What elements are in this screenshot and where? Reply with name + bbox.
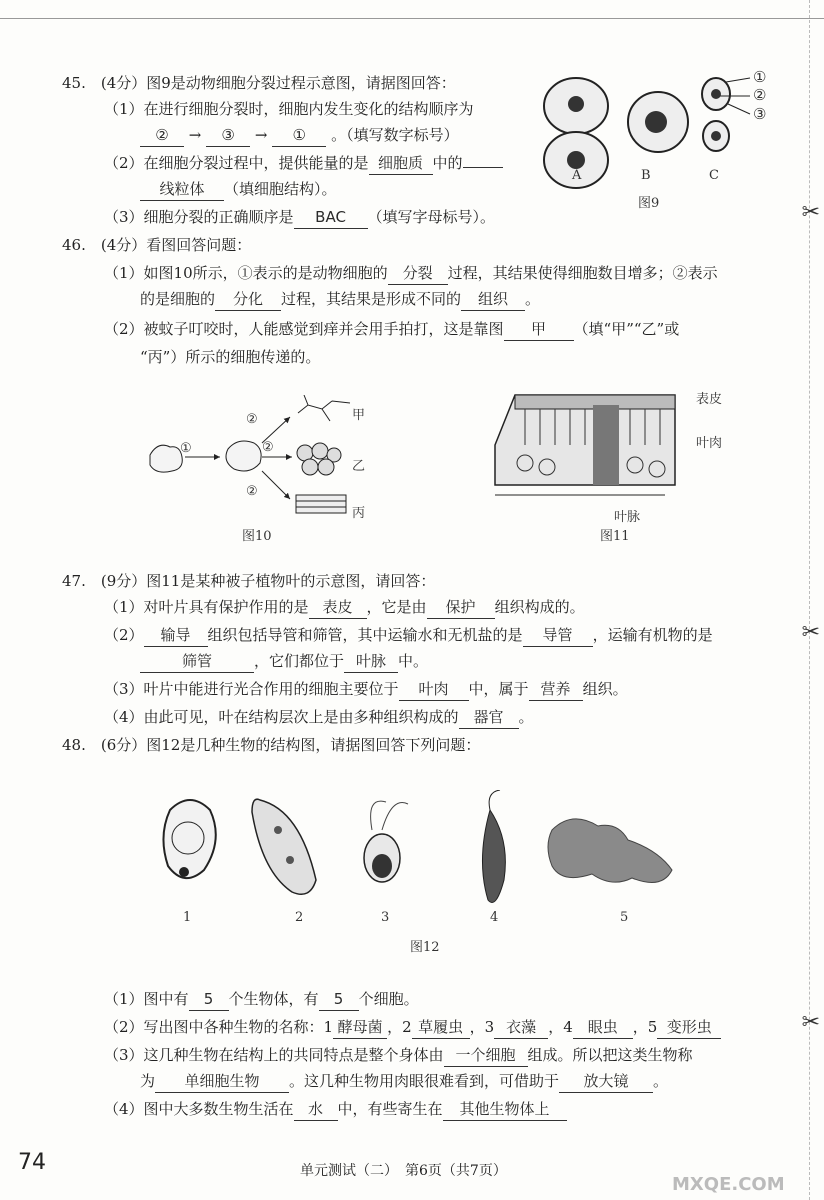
- label-org-3: 3: [381, 910, 390, 925]
- text: （2）在细胞分裂过程中，提供能量的是: [104, 154, 369, 172]
- text: （填细胞结构）。: [224, 180, 337, 198]
- top-rule: [0, 18, 824, 19]
- label-yi: 乙: [352, 459, 366, 474]
- answer-blank[interactable]: 营养: [529, 678, 583, 701]
- q45-p1: （1）在进行细胞分裂时，细胞内发生变化的结构顺序为: [104, 100, 474, 118]
- q45-p2b: [140, 178, 337, 201]
- q48-p3b: [140, 1070, 668, 1093]
- answer-blank[interactable]: 放大镜: [559, 1070, 653, 1093]
- figure-12: [150, 790, 690, 910]
- label-a: A: [572, 168, 582, 183]
- q48-p3: [104, 1044, 693, 1067]
- text: （2）被蚊子叮咬时，人能感觉到痒并会用手拍打，这是靠图: [104, 320, 504, 338]
- text: 。: [653, 1072, 669, 1090]
- text: （2）: [104, 626, 144, 644]
- label-3: ③: [753, 105, 767, 123]
- answer-blank[interactable]: 组织: [461, 288, 525, 311]
- text: （4）图中大多数生物生活在: [104, 1100, 294, 1118]
- label-yemai: 叶脉: [614, 510, 641, 525]
- text: （填“甲”“乙”或: [573, 320, 680, 338]
- text: （3）叶片中能进行光合作用的细胞主要位于: [104, 680, 399, 698]
- label-2: ②: [753, 86, 767, 104]
- text: （3）细胞分裂的正确顺序是: [104, 208, 294, 226]
- answer-blank[interactable]: 眼虫: [573, 1016, 633, 1039]
- figure-9-caption: 图9: [638, 196, 660, 211]
- answer-blank[interactable]: [463, 167, 503, 168]
- label-org-1: 1: [183, 910, 192, 925]
- text: （1）对叶片具有保护作用的是: [104, 598, 309, 616]
- answer-blank[interactable]: 草履虫: [412, 1016, 470, 1039]
- text: 。: [518, 708, 534, 726]
- organism-4: [482, 790, 505, 903]
- q47-p4: [104, 706, 534, 729]
- q45-p3: [104, 206, 495, 229]
- answer-blank[interactable]: 分化: [215, 288, 281, 311]
- answer-blank[interactable]: 线粒体: [140, 178, 224, 201]
- label-jia: 甲: [352, 408, 366, 423]
- q46-p1b: [140, 288, 540, 311]
- q46-p2: [104, 318, 679, 341]
- text: 组织构成的。: [494, 598, 585, 616]
- text: （1）图中有: [104, 990, 189, 1008]
- q48-p1: [104, 988, 419, 1011]
- label-circled-1: ①: [180, 441, 192, 456]
- answer-blank[interactable]: 表皮: [309, 596, 367, 619]
- answer-blank[interactable]: 输导: [144, 624, 208, 647]
- figure-10-caption: 图10: [242, 529, 272, 544]
- q48-p4: [104, 1098, 567, 1121]
- label-c: C: [709, 168, 719, 183]
- answer-blank[interactable]: 一个细胞: [444, 1044, 528, 1067]
- organism-1: [163, 800, 215, 878]
- text: （3）这几种生物在结构上的共同特点是整个身体由: [104, 1046, 444, 1064]
- text: 过程，其结果是形成不同的: [281, 290, 462, 308]
- label-biaopi: 表皮: [696, 392, 723, 407]
- q46-p1: [104, 262, 718, 285]
- organism-2: [252, 799, 316, 894]
- answer-blank[interactable]: 分裂: [388, 262, 448, 285]
- watermark: MXQE.COM: [672, 1174, 785, 1195]
- figure-11-caption: 图11: [600, 529, 630, 544]
- label-org-4: 4: [490, 910, 499, 925]
- q45-p2: [104, 152, 503, 175]
- label-org-5: 5: [620, 910, 629, 925]
- scissors-icon: ✂: [801, 620, 820, 645]
- answer-blank[interactable]: 筛管: [140, 650, 254, 673]
- text: （4）由此可见，叶在结构层次上是由多种组织构成的: [104, 708, 459, 726]
- q45-p1-tail: 。（填写数字标号）: [331, 126, 459, 144]
- label-1: ①: [753, 68, 767, 86]
- label-circled-2a: ②: [246, 412, 258, 427]
- text: 个细胞。: [358, 990, 419, 1008]
- answer-blank[interactable]: 导管: [523, 624, 593, 647]
- q47-p2: [104, 624, 713, 647]
- text: 为: [140, 1072, 156, 1090]
- figure-11: [485, 385, 685, 515]
- label-circled-2b: ②: [262, 440, 274, 455]
- q46-p2b: “丙”）所示的细胞传递的。: [140, 348, 321, 366]
- text: ，2: [387, 1018, 412, 1036]
- q47-p1: [104, 596, 585, 619]
- text: 中，有些寄生在: [337, 1100, 443, 1118]
- answer-blank[interactable]: BAC: [294, 206, 368, 229]
- answer-blank[interactable]: 甲: [504, 318, 574, 341]
- figure-12-caption: 图12: [410, 940, 440, 955]
- text: 中的: [432, 154, 463, 172]
- q45-heading: 45. (4分）图9是动物细胞分裂过程示意图，请据图回答：: [62, 74, 456, 92]
- text: 组成。所以把这类生物称: [527, 1046, 693, 1064]
- q47-p2b: [140, 650, 428, 673]
- text: 。: [525, 290, 541, 308]
- answer-blank[interactable]: 保护: [427, 596, 495, 619]
- label-yerou: 叶肉: [696, 436, 723, 451]
- q45-p1-answers: [140, 124, 459, 147]
- answer-blank[interactable]: 单细胞生物: [155, 1070, 289, 1093]
- text: 。这几种生物用肉眼很难看到，可借助于: [289, 1072, 560, 1090]
- answer-blank[interactable]: 5: [189, 988, 229, 1011]
- text: ，3: [469, 1018, 495, 1036]
- label-circled-2c: ②: [246, 484, 258, 499]
- label-b: B: [641, 168, 651, 183]
- text: 组织包括导管和筛管，其中运输水和无机盐的是: [207, 626, 523, 644]
- answer-blank[interactable]: 水: [294, 1098, 338, 1121]
- q48-p2: [104, 1016, 721, 1039]
- answer-blank[interactable]: 叶肉: [399, 678, 469, 701]
- text: 中，属于: [468, 680, 529, 698]
- arrow-icon: →: [188, 126, 202, 144]
- cell-c: [702, 78, 750, 151]
- arrow-icon: →: [254, 126, 268, 144]
- answer-blank[interactable]: 叶脉: [344, 650, 398, 673]
- organism-5: [548, 819, 672, 883]
- text: 过程，其结果使得细胞数目增多；②表示: [447, 264, 718, 282]
- label-bing: 丙: [352, 506, 366, 521]
- answer-blank[interactable]: 其他生物体上: [443, 1098, 567, 1121]
- q47-heading: 47. (9分）图11是某种被子植物叶的示意图，请回答：: [62, 572, 436, 590]
- text: （1）如图10所示，①表示的是动物细胞的: [104, 264, 388, 282]
- answer-blank[interactable]: 衣藻: [494, 1016, 548, 1039]
- answer-blank[interactable]: 细胞质: [369, 152, 433, 175]
- text: 组织。: [582, 680, 628, 698]
- text: ，运输有机物的是: [592, 626, 713, 644]
- answer-blank[interactable]: 变形虫: [657, 1016, 721, 1039]
- scissors-icon: ✂: [801, 1010, 820, 1035]
- answer-blank[interactable]: ③: [206, 124, 250, 147]
- text: （2）写出图中各种生物的名称：1: [104, 1018, 334, 1036]
- text: ，4: [548, 1018, 573, 1036]
- answer-blank[interactable]: ①: [272, 124, 326, 147]
- q47-p3: [104, 678, 628, 701]
- answer-blank[interactable]: 器官: [459, 706, 519, 729]
- answer-blank[interactable]: ②: [140, 124, 184, 147]
- text: 个生物体，有: [228, 990, 319, 1008]
- page-number: 74: [18, 1150, 46, 1175]
- q46-heading: 46. (4分）看图回答问题：: [62, 236, 252, 254]
- label-org-2: 2: [295, 910, 304, 925]
- answer-blank[interactable]: 5: [319, 988, 359, 1011]
- text: ，它们都位于: [254, 652, 345, 670]
- cell-b: [628, 92, 688, 152]
- footer-title: 单元测试（二） 第6页（共7页）: [300, 1163, 507, 1179]
- text: （填写字母标号）。: [367, 208, 496, 226]
- text: ，它是由: [366, 598, 427, 616]
- text: 的是细胞的: [140, 290, 216, 308]
- text: 中。: [398, 652, 429, 670]
- q48-heading: 48. (6分）图12是几种生物的结构图，请据图回答下列问题：: [62, 736, 481, 754]
- text: ，5: [632, 1018, 658, 1036]
- scissors-icon: ✂: [801, 200, 820, 225]
- organism-3: [364, 801, 408, 882]
- answer-blank[interactable]: 酵母菌: [333, 1016, 387, 1039]
